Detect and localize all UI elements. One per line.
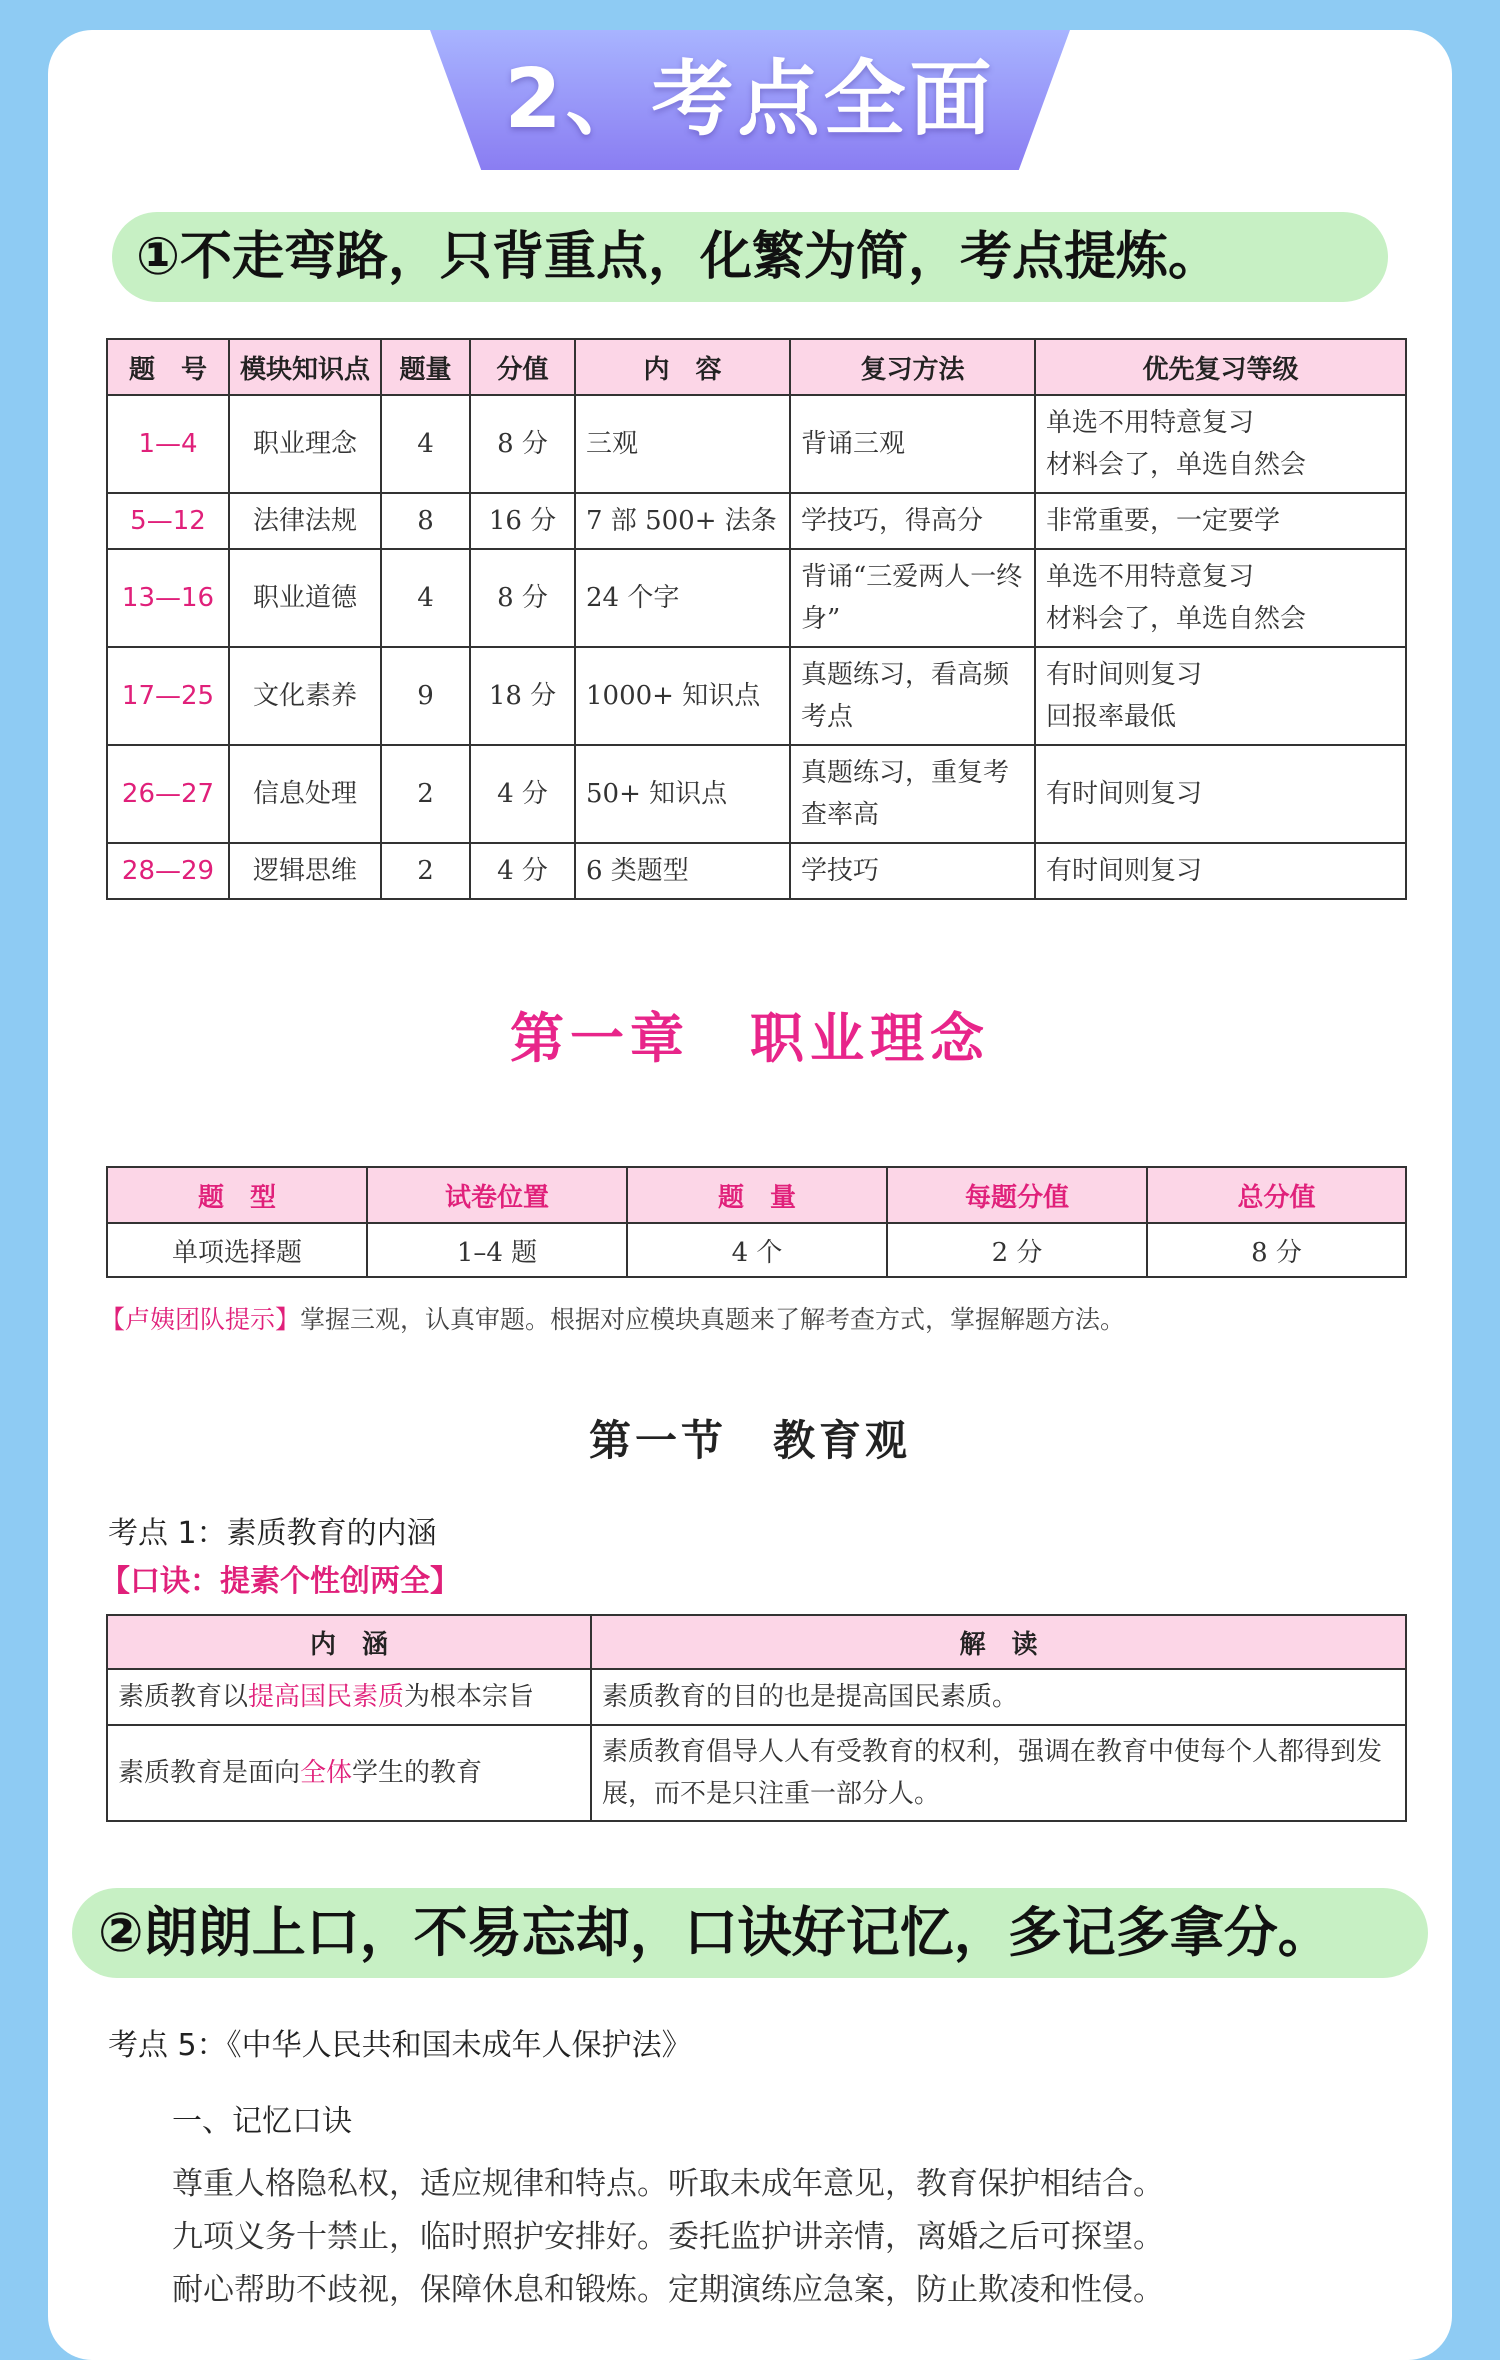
cell-module: 逻辑思维 xyxy=(229,843,381,899)
cell-method: 真题练习，看高频考点 xyxy=(790,647,1035,745)
cell-count: 8 xyxy=(381,493,470,549)
header-quantity: 题 量 xyxy=(627,1167,887,1223)
cell-num: 17—25 xyxy=(107,647,229,745)
header-content: 内 容 xyxy=(575,339,790,395)
cell-method: 学技巧，得高分 xyxy=(790,493,1035,549)
header-question-no: 题 号 xyxy=(107,339,229,395)
cell-num: 5—12 xyxy=(107,493,229,549)
cell-priority: 单选不用特意复习 材料会了，单选自然会 xyxy=(1035,549,1406,647)
table-row xyxy=(107,1669,1406,1725)
exam-overview-table xyxy=(106,338,1407,900)
cell-score: 4 分 xyxy=(470,745,575,843)
cell-content: 50+ 知识点 xyxy=(575,745,790,843)
cell-type: 单项选择题 xyxy=(107,1223,367,1277)
mnemonic-label: 【口诀：提素个性创两全】 xyxy=(100,1564,460,1599)
cell-priority: 有时间则复习 回报率最低 xyxy=(1035,647,1406,745)
cell-priority: 有时间则复习 xyxy=(1035,745,1406,843)
cell-quantity: 4 个 xyxy=(627,1223,887,1277)
verse-line: 耐心帮助不歧视，保障休息和锻炼。定期演练应急案，防止欺凌和性侵。 xyxy=(172,2272,1164,2308)
header-method: 复习方法 xyxy=(790,339,1035,395)
cell-count: 2 xyxy=(381,843,470,899)
cell-method: 背诵“三爱两人一终身” xyxy=(790,549,1035,647)
header-type: 题 型 xyxy=(107,1167,367,1223)
team-tip xyxy=(100,1300,1420,1336)
cell-interpretation: 素质教育的目的也是提高国民素质。 xyxy=(591,1669,1406,1725)
cell-count: 4 xyxy=(381,549,470,647)
section-title: 第一节 教育观 xyxy=(588,1416,911,1465)
cell-total: 8 分 xyxy=(1147,1223,1406,1277)
cell-count: 2 xyxy=(381,745,470,843)
header-per-score: 每题分值 xyxy=(887,1167,1147,1223)
cell-content: 6 类题型 xyxy=(575,843,790,899)
cell-content: 7 部 500+ 法条 xyxy=(575,493,790,549)
cell-num: 28—29 xyxy=(107,843,229,899)
verse-line: 九项义务十禁止，临时照护安排好。委托监护讲亲情，离婚之后可探望。 xyxy=(172,2219,1164,2255)
banner-focus-points: ①不走弯路，只背重点，化繁为简，考点提炼。 xyxy=(112,212,1388,302)
page-title: 2、考点全面 xyxy=(504,52,996,147)
tip-tag: 【卢姨团队提示】 xyxy=(100,1305,301,1334)
banner-mnemonics: ②朗朗上口，不易忘却，口诀好记忆，多记多拿分。 xyxy=(72,1888,1428,1978)
verse-line: 尊重人格隐私权，适应规律和特点。听取未成年意见，教育保护相结合。 xyxy=(172,2166,1164,2202)
header-interpretation: 解 读 xyxy=(591,1615,1406,1669)
cell-content: 1000+ 知识点 xyxy=(575,647,790,745)
header-connotation: 内 涵 xyxy=(107,1615,591,1669)
cell-interpretation: 素质教育倡导人人有受教育的权利，强调在教育中使每个人都得到发展，而不是只注重一部分人。 xyxy=(591,1725,1406,1821)
chapter-title: 第一章 职业理念 xyxy=(510,1006,990,1070)
header-priority: 优先复习等级 xyxy=(1035,339,1406,395)
cell-content: 三观 xyxy=(575,395,790,493)
table-row xyxy=(107,647,1406,745)
table-row xyxy=(107,1725,1406,1821)
cell-num: 13—16 xyxy=(107,549,229,647)
cell-count: 4 xyxy=(381,395,470,493)
cell-method: 真题练习，重复考查率高 xyxy=(790,745,1035,843)
header-count: 题量 xyxy=(381,339,470,395)
cell-count: 9 xyxy=(381,647,470,745)
question-type-table xyxy=(106,1166,1407,1278)
cell-score: 8 分 xyxy=(470,549,575,647)
cell-content: 24 个字 xyxy=(575,549,790,647)
table-header-row xyxy=(107,339,1406,395)
cell-module: 法律法规 xyxy=(229,493,381,549)
cell-module: 信息处理 xyxy=(229,745,381,843)
table-row xyxy=(107,843,1406,899)
header-module: 模块知识点 xyxy=(229,339,381,395)
table-row xyxy=(107,395,1406,493)
cell-score: 18 分 xyxy=(470,647,575,745)
cell-position: 1–4 题 xyxy=(367,1223,627,1277)
cell-score: 4 分 xyxy=(470,843,575,899)
key-point-5-title: 考点 5：《中华人民共和国未成年人保护法》 xyxy=(108,2028,692,2063)
tip-text: 掌握三观，认真审题。根据对应模块真题来了解考查方式，掌握解题方法。 xyxy=(300,1305,1126,1334)
cell-module: 文化素养 xyxy=(229,647,381,745)
table-header-row xyxy=(107,1167,1406,1223)
mnemonic-subtitle: 一、记忆口诀 xyxy=(172,2104,352,2139)
header-position: 试卷位置 xyxy=(367,1167,627,1223)
table-row xyxy=(107,745,1406,843)
key-point-1-title: 考点 1：素质教育的内涵 xyxy=(108,1516,437,1551)
cell-score: 16 分 xyxy=(470,493,575,549)
header-total: 总分值 xyxy=(1147,1167,1406,1223)
table-header-row xyxy=(107,1615,1406,1669)
cell-score: 8 分 xyxy=(470,395,575,493)
cell-num: 1—4 xyxy=(107,395,229,493)
table-row xyxy=(107,1223,1406,1277)
cell-connotation: 素质教育是面向全体学生的教育 xyxy=(107,1725,591,1821)
cell-connotation: 素质教育以提高国民素质为根本宗旨 xyxy=(107,1669,591,1725)
cell-method: 学技巧 xyxy=(790,843,1035,899)
cell-per-score: 2 分 xyxy=(887,1223,1147,1277)
cell-priority: 有时间则复习 xyxy=(1035,843,1406,899)
cell-module: 职业道德 xyxy=(229,549,381,647)
header-score: 分值 xyxy=(470,339,575,395)
table-row xyxy=(107,549,1406,647)
cell-method: 背诵三观 xyxy=(790,395,1035,493)
mnemonic-verses xyxy=(172,2158,1392,2317)
cell-priority: 非常重要，一定要学 xyxy=(1035,493,1406,549)
cell-module: 职业理念 xyxy=(229,395,381,493)
cell-num: 26—27 xyxy=(107,745,229,843)
table-row xyxy=(107,493,1406,549)
quality-education-table xyxy=(106,1614,1407,1822)
cell-priority: 单选不用特意复习 材料会了，单选自然会 xyxy=(1035,395,1406,493)
